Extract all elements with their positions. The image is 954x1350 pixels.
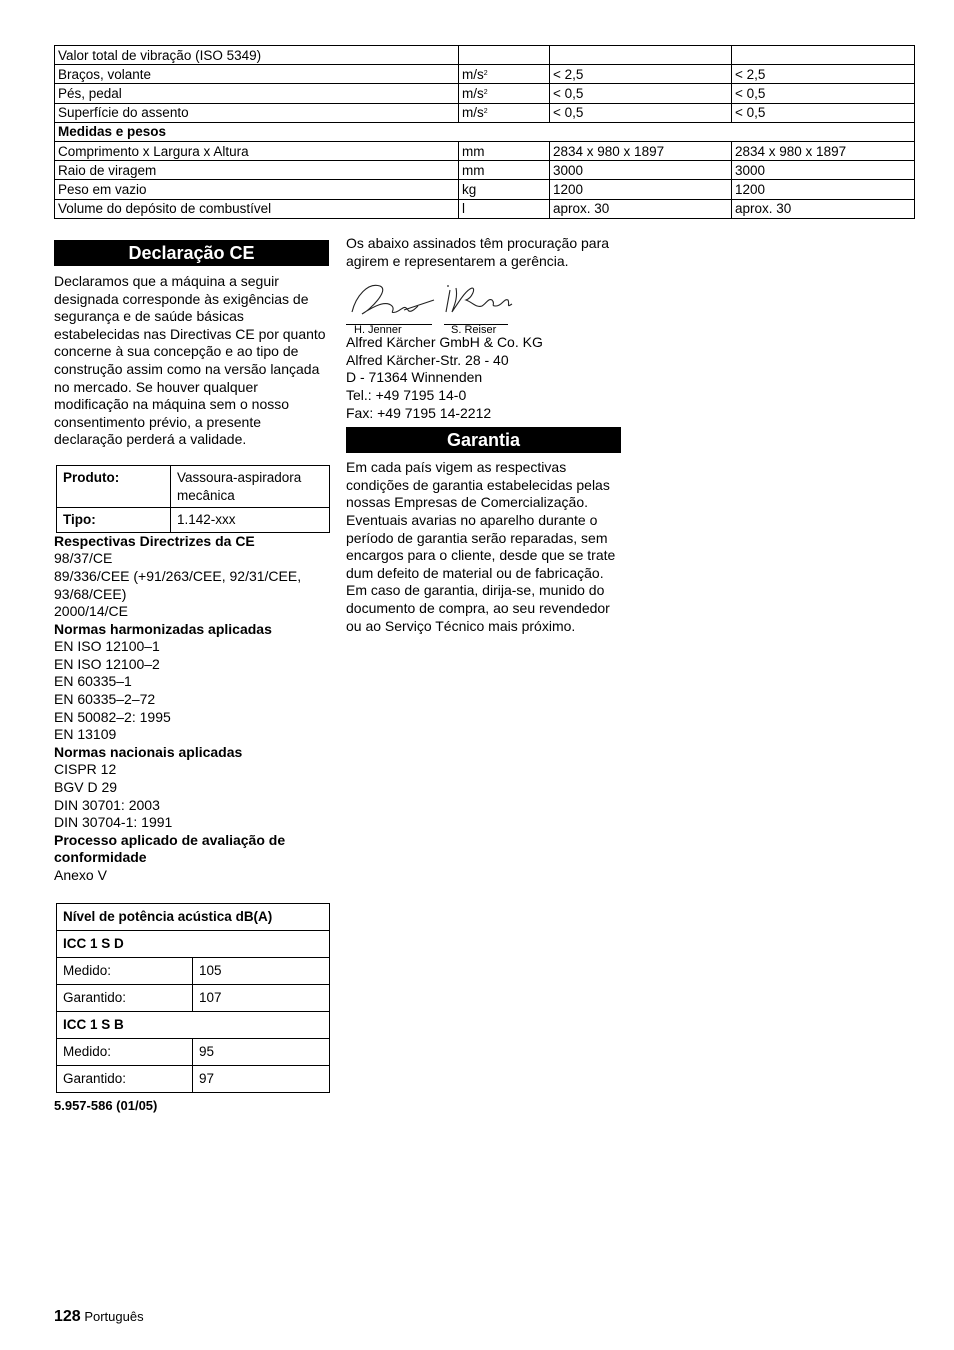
- harmonized-item: EN 60335–1: [54, 673, 132, 690]
- product-label: Produto:: [57, 465, 171, 507]
- spec-value: aprox. 30: [550, 199, 732, 218]
- company-address: [346, 334, 621, 422]
- spec-unit-text: m/s: [462, 85, 484, 101]
- spec-unit-text: kg: [462, 181, 477, 197]
- spec-unit: [459, 103, 550, 122]
- guaranteed-label: Garantido:: [57, 1065, 193, 1092]
- procedure-value: Anexo V: [54, 867, 107, 883]
- spec-value: 3000: [732, 161, 915, 180]
- signatory-name: H. Jenner: [354, 324, 402, 337]
- spec-value: < 0,5: [550, 84, 732, 103]
- spec-unit: [459, 84, 550, 103]
- spec-value: < 2,5: [550, 65, 732, 84]
- signatories-intro: Os abaixo assinados têm procuração para agirem e representarem a gerência.: [346, 235, 610, 269]
- declaration-column: [54, 240, 329, 1093]
- spec-unit: [459, 46, 550, 65]
- spec-label: Superfície do assento: [55, 103, 459, 122]
- measured-label: Medido:: [57, 1038, 193, 1065]
- spec-label: Comprimento x Largura x Altura: [55, 141, 459, 160]
- spec-label: Raio de viragem: [55, 161, 459, 180]
- spec-value: 3000: [550, 161, 732, 180]
- signature-image: [346, 276, 516, 324]
- page-footer: [54, 1308, 144, 1326]
- harmonized-heading: Normas harmonizadas aplicadas: [54, 620, 272, 637]
- warranty-heading: Garantia: [346, 427, 621, 453]
- national-heading: Normas nacionais aplicadas: [54, 743, 243, 760]
- declaration-intro: Declaramos que a máquina a seguir designada corresponde às exigências de segurança e de saúde básicas estabelecidas nas Directivas CE por quanto concerne à sua concepção e ao tipo de construção assim como na versão lançada no mercado. Se houver qualquer modificação na máquina sem o nosso consentimento prévio, a presente declaração perderá a validade.: [54, 273, 326, 448]
- spec-row: [55, 46, 915, 65]
- spec-section-heading: Medidas e pesos: [55, 122, 915, 141]
- spec-value: 2834 x 980 x 1897: [732, 141, 915, 160]
- spec-unit: [459, 161, 550, 180]
- spec-unit-text: mm: [462, 162, 485, 178]
- spec-unit-exponent: 2: [483, 88, 488, 96]
- type-value: 1.142-xxx: [171, 508, 330, 533]
- product-row: [57, 465, 330, 507]
- company-tel: Tel.: +49 7195 14-0: [346, 386, 467, 403]
- spec-unit: [459, 141, 550, 160]
- spec-unit: [459, 180, 550, 199]
- measured-value: 105: [193, 957, 330, 984]
- company-name: Alfred Kärcher GmbH & Co. KG: [346, 334, 543, 351]
- national-item: CISPR 12: [54, 761, 117, 778]
- signatures: [346, 276, 621, 338]
- harmonized-item: EN ISO 12100–1: [54, 638, 160, 655]
- spec-value: < 0,5: [550, 103, 732, 122]
- national-item: BGV D 29: [54, 779, 118, 796]
- spec-row: [55, 180, 915, 199]
- guaranteed-label: Garantido:: [57, 984, 193, 1011]
- type-row: [57, 508, 330, 533]
- product-value: Vassoura-aspiradora mecânica: [171, 465, 330, 507]
- product-table: [56, 465, 330, 533]
- directives-heading: Respectivas Directrizes da CE: [54, 532, 255, 549]
- harmonized-item: EN 60335–2–72: [54, 691, 156, 708]
- directive-item: 89/336/CEE (+91/263/CEE, 92/31/CEE, 93/68/CEE): [54, 567, 302, 602]
- harmonized-item: EN 50082–2: 1995: [54, 708, 171, 725]
- footer-language: Português: [84, 1309, 144, 1324]
- spec-unit-text: l: [462, 201, 465, 217]
- spec-unit: [459, 65, 550, 84]
- spec-unit: [459, 199, 550, 218]
- spec-unit-exponent: 2: [483, 69, 488, 77]
- measured-label: Medido:: [57, 957, 193, 984]
- company-city: D - 71364 Winnenden: [346, 369, 483, 386]
- spec-value: 1200: [550, 180, 732, 199]
- harmonized-item: EN ISO 12100–2: [54, 655, 160, 672]
- sound-group-name: ICC 1 S B: [57, 1011, 330, 1038]
- directive-item: 2000/14/CE: [54, 603, 128, 620]
- spec-row: [55, 122, 915, 141]
- national-item: DIN 30701: 2003: [54, 796, 160, 813]
- spec-label: Valor total de vibração (ISO 5349): [55, 46, 459, 65]
- page-number: 128: [54, 1308, 81, 1325]
- measured-value: 95: [193, 1038, 330, 1065]
- guaranteed-value: 97: [193, 1065, 330, 1092]
- spec-row: [55, 84, 915, 103]
- spec-row: [55, 199, 915, 218]
- directive-item: 98/37/CE: [54, 550, 113, 567]
- spec-value: < 2,5: [732, 65, 915, 84]
- signatory-name: S. Reiser: [451, 324, 497, 337]
- declaration-heading: Declaração CE: [54, 240, 329, 266]
- spec-value: < 0,5: [732, 103, 915, 122]
- spec-row: [55, 103, 915, 122]
- spec-value: [732, 46, 915, 65]
- spec-label: Braços, volante: [55, 65, 459, 84]
- spec-label: Peso em vazio: [55, 180, 459, 199]
- spec-unit-text: mm: [462, 143, 485, 159]
- sound-power-table: [56, 903, 330, 1093]
- guaranteed-value: 107: [193, 984, 330, 1011]
- company-street: Alfred Kärcher-Str. 28 - 40: [346, 351, 509, 368]
- spec-value: < 0,5: [732, 84, 915, 103]
- sound-table-title: Nível de potência acústica dB(A): [57, 903, 330, 930]
- sound-group-name: ICC 1 S D: [57, 930, 330, 957]
- warranty-text: Em cada país vigem as respectivas condições de garantia estabelecidas pelas nossas Empresas de Comercialização. Eventuais avarias no aparelho durante o período de garantia serão reparadas, sem encargos para o cliente, desde que se trate dum defeito de material ou de fabricação. Em caso de garantia, dirija-se, munido do documento de compra, ao seu revendedor ou ao Serviço Técnico mais próximo.: [346, 459, 616, 634]
- spec-row: [55, 65, 915, 84]
- signatories-column: [346, 235, 621, 635]
- spec-unit-text: m/s: [462, 105, 484, 121]
- spec-value: aprox. 30: [732, 199, 915, 218]
- spec-row: [55, 141, 915, 160]
- spec-label: Volume do depósito de combustível: [55, 199, 459, 218]
- spec-table: [54, 45, 915, 219]
- spec-row: [55, 161, 915, 180]
- spec-label: Pés, pedal: [55, 84, 459, 103]
- procedure-heading: Processo aplicado de avaliação de conformidade: [54, 831, 286, 866]
- spec-value: [550, 46, 732, 65]
- national-item: DIN 30704-1: 1991: [54, 814, 173, 831]
- standards-block: [54, 533, 329, 885]
- company-fax: Fax: +49 7195 14-2212: [346, 404, 492, 421]
- spec-value: 1200: [732, 180, 915, 199]
- spec-value: 2834 x 980 x 1897: [550, 141, 732, 160]
- harmonized-item: EN 13109: [54, 726, 117, 743]
- spec-unit-text: m/s: [462, 66, 484, 82]
- spec-unit-exponent: 2: [483, 108, 488, 116]
- type-label: Tipo:: [57, 508, 171, 533]
- document-reference: 5.957-586 (01/05): [54, 1098, 158, 1113]
